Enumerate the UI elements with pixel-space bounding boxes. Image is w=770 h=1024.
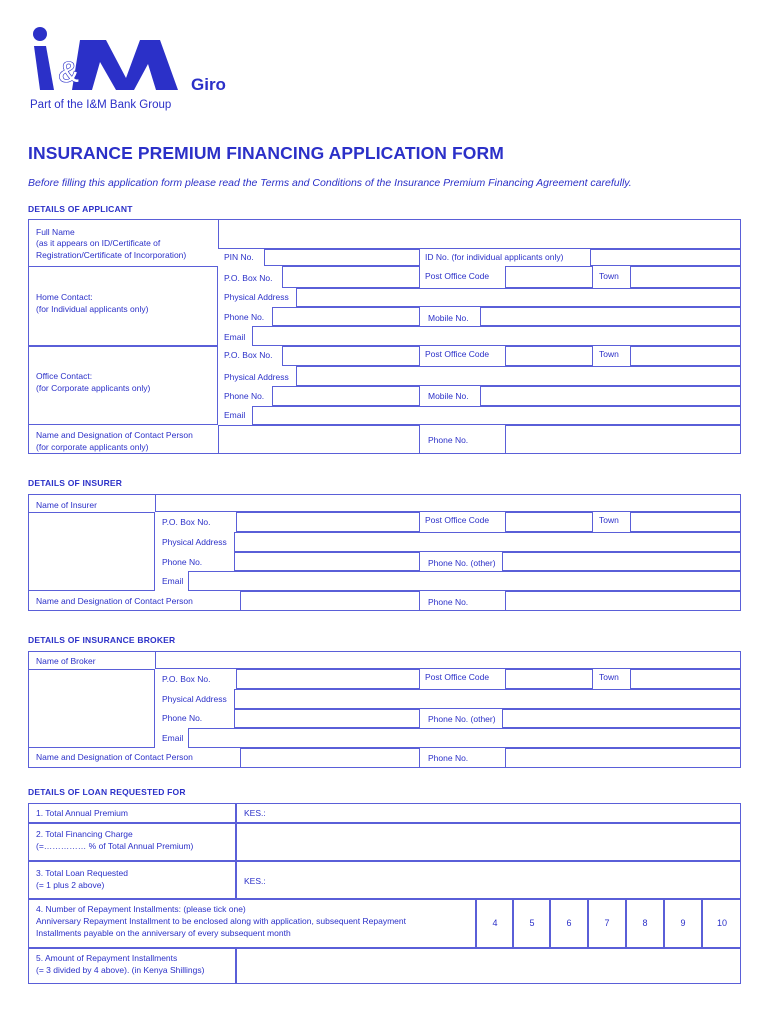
label-pin: PIN No. [224,252,254,262]
label-office-town: Town [599,349,619,359]
label-broker-po-box: P.O. Box No. [162,674,211,684]
total-loan-requested-field[interactable] [236,861,741,899]
svg-text:&: & [58,56,80,89]
home-email-field[interactable] [252,326,741,346]
label-amount-of-installments: 5. Amount of Repayment Installments [36,953,178,963]
insurer-contact-phone-field[interactable] [505,591,741,611]
total-financing-charge-field[interactable] [236,823,741,861]
label-broker-post-office-code: Post Office Code [425,672,490,682]
home-town-field[interactable] [630,266,741,288]
label-office-post-office-code: Post Office Code [425,349,490,359]
label-applicant-contact-person: Name and Designation of Contact Person [36,430,193,440]
label-insurer-contact-phone: Phone No. [428,597,469,607]
insurer-physical-address-field[interactable] [234,532,741,552]
label-full-name-note-2: Registration/Certificate of Incorporation) [36,250,187,260]
label-home-physical-address: Physical Address [224,292,289,302]
label-broker-town: Town [599,672,619,682]
label-insurer-phone: Phone No. [162,557,203,567]
broker-name-field[interactable] [155,651,741,669]
label-insurer-email: Email [162,576,184,586]
id-no-field[interactable] [590,249,741,266]
office-email-field[interactable] [252,406,741,425]
label-kes-3: KES.: [244,876,266,886]
label-office-contact: Office Contact: [36,371,93,381]
label-broker-phone: Phone No. [162,713,203,723]
brand-suffix: Giro [191,75,226,94]
label-broker-email: Email [162,733,184,743]
applicant-contact-person-field[interactable] [218,425,420,454]
broker-contact-person-field[interactable] [240,748,420,768]
broker-contact-phone-field[interactable] [505,748,741,768]
label-insurer-name: Name of Insurer [36,500,97,510]
label-home-post-office-code: Post Office Code [425,271,490,281]
applicant-contact-phone-field[interactable] [505,425,741,454]
label-kes-1: KES.: [244,808,266,818]
label-id-no: ID No. (for individual applicants only) [425,252,564,262]
installment-option-6-label: 6 [566,918,572,928]
im-logo [28,26,193,94]
office-phone-field[interactable] [272,386,420,406]
office-town-field[interactable] [630,346,741,366]
label-insurer-physical-address: Physical Address [162,537,227,547]
section-heading-applicant: DETAILS OF APPLICANT [28,204,133,214]
intro-text: Before filling this application form please read the Terms and Conditions of the Insurance Premium Financing Agreement carefully. [28,177,632,189]
insurer-post-office-code-field[interactable] [505,512,593,532]
pin-field[interactable] [264,249,420,266]
office-physical-address-field[interactable] [296,366,741,386]
office-mobile-field[interactable] [480,386,741,406]
label-home-contact: Home Contact: [36,292,93,302]
total-annual-premium-field[interactable] [236,803,741,823]
label-applicant-contact-person-note: (for corporate applicants only) [36,442,149,452]
full-name-field[interactable] [218,219,741,249]
label-applicant-contact-phone: Phone No. [428,435,469,445]
home-post-office-code-field[interactable] [505,266,593,288]
office-post-office-code-field[interactable] [505,346,593,366]
label-total-financing-charge: 2. Total Financing Charge [36,829,133,839]
broker-phone-field[interactable] [234,709,420,728]
label-broker-phone-other: Phone No. (other) [428,714,496,724]
installment-option-4-label: 4 [492,918,498,928]
label-insurer-po-box: P.O. Box No. [162,517,211,527]
label-full-name-note: (as it appears on ID/Certificate of [36,238,161,248]
insurer-name-field[interactable] [155,494,741,512]
broker-po-box-field[interactable] [236,669,420,689]
broker-spacer-cell [28,669,155,748]
label-broker-contact-phone: Phone No. [428,753,469,763]
label-home-town: Town [599,271,619,281]
group-line: Part of the I&M Bank Group [30,99,172,111]
installment-option-7-label: 7 [604,918,610,928]
label-insurer-town: Town [599,515,619,525]
label-installments-note-1: Anniversary Repayment Installment to be enclosed along with application, subsequent Repayment [36,916,406,926]
label-home-email: Email [224,332,246,342]
label-total-financing-charge-note: (=…………… % of Total Annual Premium) [36,841,194,851]
label-broker-contact-person: Name and Designation of Contact Person [36,752,193,762]
installment-option-5-label: 5 [529,918,535,928]
label-home-phone: Phone No. [224,312,265,322]
broker-email-field[interactable] [188,728,741,748]
label-office-email: Email [224,410,246,420]
label-insurer-contact-person: Name and Designation of Contact Person [36,596,193,606]
broker-post-office-code-field[interactable] [505,669,593,689]
insurer-contact-person-field[interactable] [240,591,420,611]
label-number-of-installments: 4. Number of Repayment Installments: (please tick one) [36,904,246,914]
section-heading-loan: DETAILS OF LOAN REQUESTED FOR [28,787,186,797]
label-home-mobile: Mobile No. [428,313,469,323]
broker-physical-address-field[interactable] [234,689,741,709]
label-office-contact-note: (for Corporate applicants only) [36,383,151,393]
insurer-town-field[interactable] [630,512,741,532]
broker-phone-other-field[interactable] [502,709,741,728]
insurer-email-field[interactable] [188,571,741,591]
insurer-spacer-cell [28,512,155,591]
section-heading-broker: DETAILS OF INSURANCE BROKER [28,635,176,645]
insurer-phone-other-field[interactable] [502,552,741,571]
label-amount-of-installments-note: (= 3 divided by 4 above). (in Kenya Shillings) [36,965,205,975]
office-po-box-field[interactable] [282,346,420,366]
insurer-phone-field[interactable] [234,552,420,571]
home-phone-field[interactable] [272,307,420,326]
home-po-box-field[interactable] [282,266,420,288]
section-heading-insurer: DETAILS OF INSURER [28,478,123,488]
installment-option-8-label: 8 [642,918,648,928]
form-title: INSURANCE PREMIUM FINANCING APPLICATION FORM [28,143,504,163]
installment-option-9-label: 9 [680,918,686,928]
insurer-po-box-field[interactable] [236,512,420,532]
home-mobile-field[interactable] [480,307,741,326]
label-insurer-post-office-code: Post Office Code [425,515,490,525]
label-installments-note-2: Installments payable on the anniversary of every subsequent month [36,928,291,938]
label-broker-name: Name of Broker [36,656,96,666]
installment-option-10-label: 10 [716,918,727,928]
label-office-physical-address: Physical Address [224,372,289,382]
amount-of-installments-field[interactable] [236,948,741,984]
home-physical-address-field[interactable] [296,288,741,307]
label-office-phone: Phone No. [224,391,265,401]
label-total-annual-premium: 1. Total Annual Premium [36,808,128,818]
label-full-name: Full Name [36,227,75,237]
label-broker-physical-address: Physical Address [162,694,227,704]
label-home-contact-note: (for Individual applicants only) [36,304,149,314]
label-office-mobile: Mobile No. [428,391,469,401]
label-home-po-box: P.O. Box No. [224,273,273,283]
label-total-loan-requested: 3. Total Loan Requested [36,868,128,878]
label-insurer-phone-other: Phone No. (other) [428,558,496,568]
label-total-loan-requested-note: (= 1 plus 2 above) [36,880,105,890]
broker-town-field[interactable] [630,669,741,689]
label-office-po-box: P.O. Box No. [224,350,273,360]
